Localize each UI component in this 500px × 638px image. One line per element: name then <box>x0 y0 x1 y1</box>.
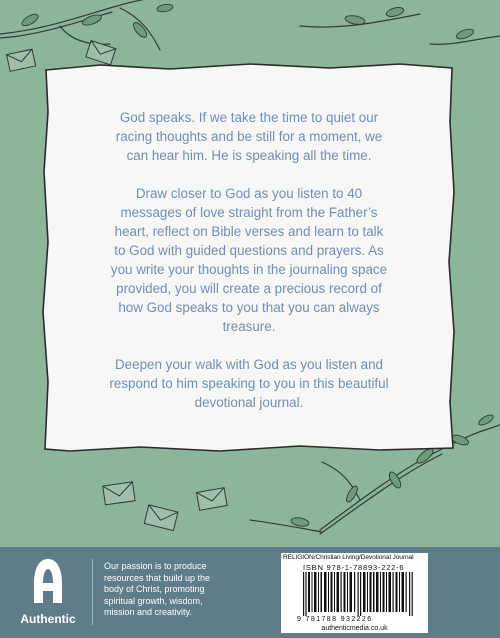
isbn-label: ISBN 978-1-78893-222-6 <box>303 563 405 572</box>
authentic-logo-icon <box>30 557 66 609</box>
barcode-digits: 9 781788 932226 <box>297 616 373 623</box>
barcode-panel <box>281 553 428 633</box>
blurb-paragraph-2: Draw closer to God as you listen to 40 messages of love straight from the Father’s heart, reflect on Bible verses and learn to talk to God with guided questions and prayers. As you write your thoughts in the journaling space provided, you will create a precious record of how God speaks to you that you can always treasure. <box>110 186 388 334</box>
blurb-card <box>40 62 458 454</box>
barcode-image <box>303 572 415 616</box>
footer-divider <box>92 559 93 625</box>
blurb-paragraph-1: God speaks. If we take the time to quiet our racing thoughts and be still for a moment, we can hear him. He is speaking all the time. <box>115 110 383 163</box>
publisher-mission: Our passion is to produce resources that build up the body of Christ, promoting spiritual growth, wisdom, mission and creativity. <box>104 561 211 617</box>
publisher-website: authenticmedia.co.uk <box>321 625 388 632</box>
publisher-footer <box>0 547 500 638</box>
blurb-text <box>108 108 390 431</box>
publisher-logo <box>18 557 78 629</box>
blurb-paragraph-3: Deepen your walk with God as you listen and respond to him speaking to you in this beautiful devotional journal. <box>109 357 389 410</box>
publisher-name: Authentic <box>20 612 76 626</box>
category-label: RELIGION/Christian Living/Devotional Journal <box>283 554 414 561</box>
